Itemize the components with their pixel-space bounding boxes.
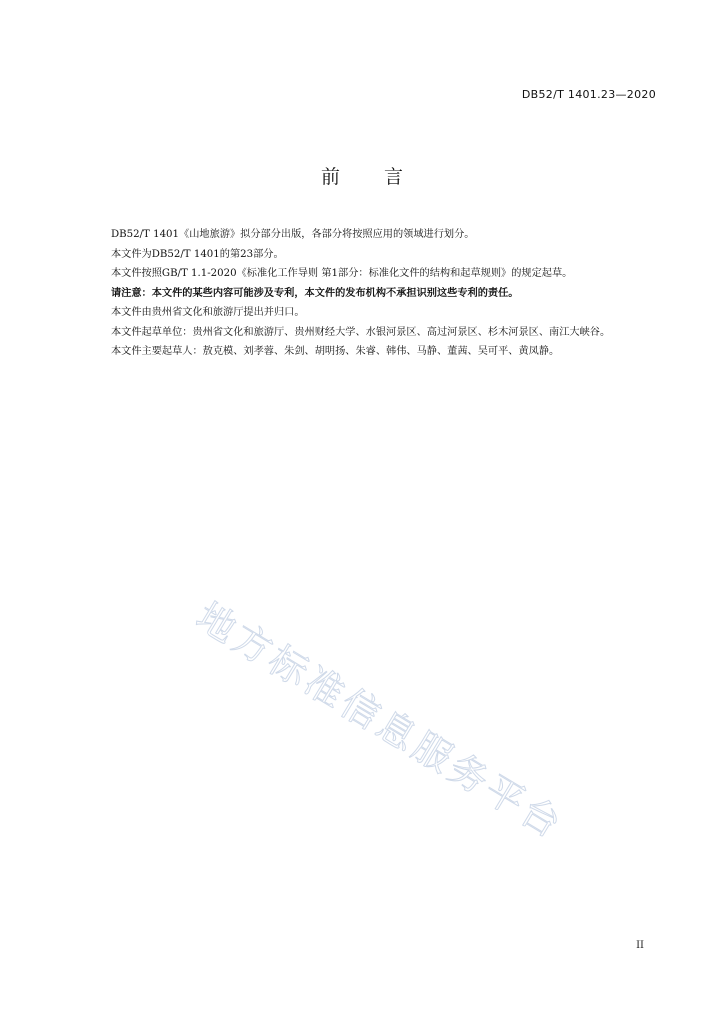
paragraph-proposer: 本文件由贵州省文化和旅游厅提出并归口。 <box>111 307 305 318</box>
paragraph-drafters: 本文件主要起草人：敖克模、刘孝蓉、朱剑、胡明扬、朱睿、韩伟、马静、董茜、吴可平、黄凤静。 <box>111 346 560 357</box>
paragraph-part-number: 本文件为DB52/T 1401的第23部分。 <box>111 248 284 260</box>
foreword-body <box>88 225 658 362</box>
page-number: II <box>636 940 644 951</box>
paragraph-patent-notice: 请注意：本文件的某些内容可能涉及专利，本文件的发布机构不承担识别这些专利的责任。 <box>111 287 519 299</box>
paragraph-series-info: DB52/T 1401《山地旅游》拟分部分出版，各部分将按照应用的领域进行划分。 <box>111 229 475 240</box>
paragraph-drafting-units: 本文件起草单位：贵州省文化和旅游厅、贵州财经大学、水银河景区、高过河景区、杉木河景区、南江大峡谷。 <box>111 326 611 338</box>
document-code: DB52/T 1401.23—2020 <box>521 88 656 101</box>
page-title: 前言 <box>320 166 447 188</box>
watermark: 地方标准信息服务平台 <box>188 593 572 849</box>
paragraph-drafting-rules: 本文件按照GB/T 1.1-2020《标准化工作导则 第1部分：标准化文件的结构和起草规则》的规定起草。 <box>111 268 573 279</box>
